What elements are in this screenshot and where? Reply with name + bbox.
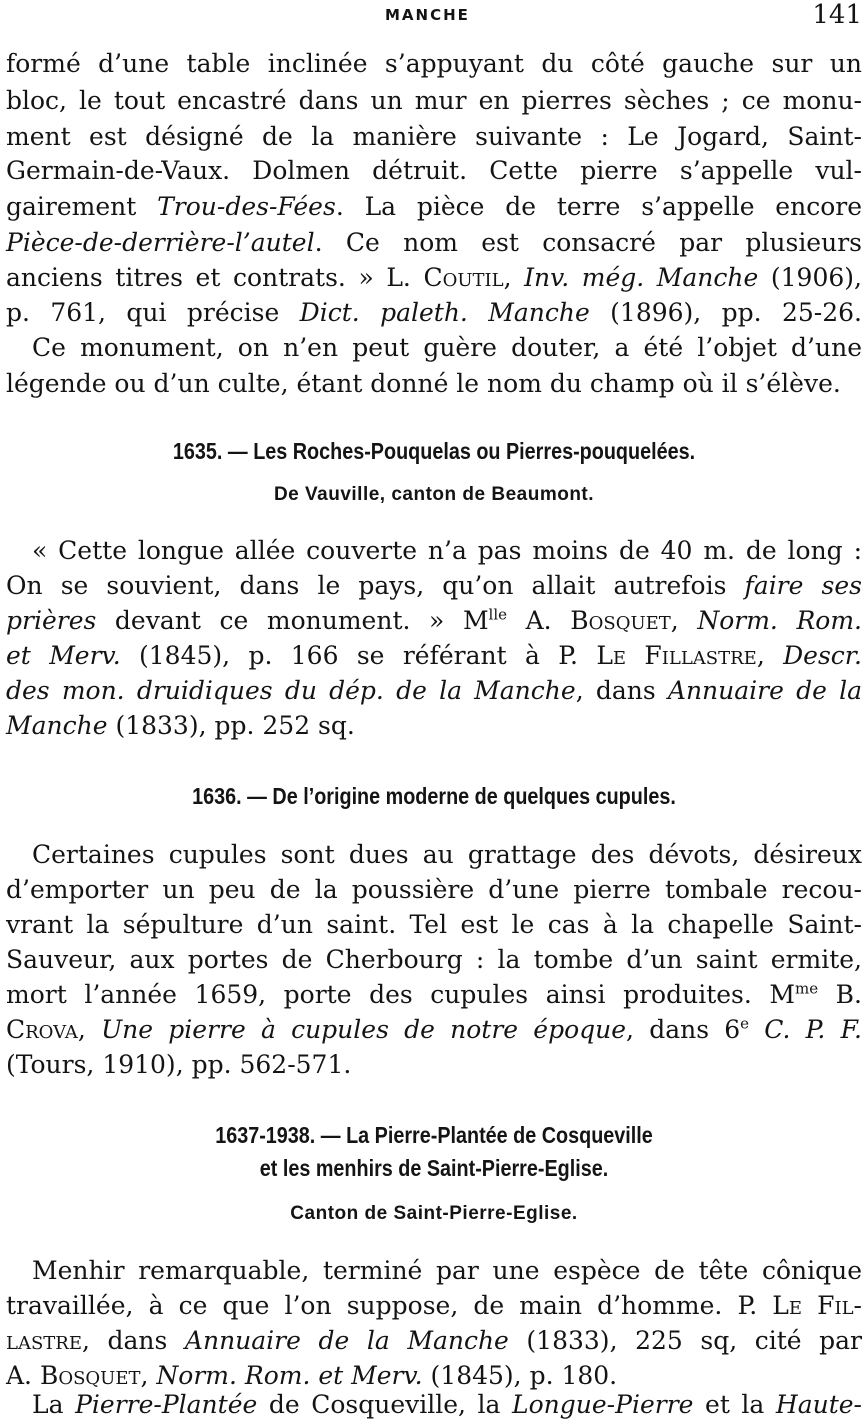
text-line: (Tours, 1910), pp. 562-571. — [6, 1050, 352, 1079]
text-line: formé d’une table inclinée s’appuyant du côté gauche sur un — [6, 49, 862, 78]
text-line: légende ou d’un culte, étant donné le nom du champ où il s’élève. — [6, 369, 841, 398]
section-heading-1637: 1637-1938. — La Pierre-Plantée de Cosqueville — [215, 1122, 653, 1148]
text-line: et Merv. (1845), p. 166 se référant à P. Le Fillastre, Descr. — [6, 641, 862, 670]
text-line: Crova, Une pierre à cupules de notre époque, dans 6e C. P. F. — [6, 1014, 862, 1044]
text-line: Germain-de-Vaux. Dolmen détruit. Cette pierre s’appelle vul- — [6, 156, 862, 185]
text-line: lastre, dans Annuaire de la Manche (1833), 225 sq, cité par — [6, 1326, 862, 1355]
text-line: Menhir remarquable, terminé par une espèce de tête cônique — [32, 1256, 862, 1285]
text-line: On se souvient, dans le pays, qu’on allait autrefois faire ses — [6, 571, 862, 600]
text-line: Certaines cupules sont dues au grattage des dévots, désireux — [32, 840, 862, 869]
text-line: prières devant ce monument. » $M^{lle}$ A. Bosquet, Norm. Rom. — [6, 605, 862, 635]
text-line: d’emporter un peu de la poussière d’une pierre tombale recou- — [6, 875, 862, 904]
text-line: bloc, le tout encastré dans un mur en pierres sèches ; ce monu- — [6, 86, 862, 115]
text-line: travaillée, à ce que l’on suppose, de main d’homme. P. Le Fil- — [6, 1291, 862, 1320]
text-line: La Pierre-Plantée de Cosqueville, la Longue-Pierre et la Haute- — [32, 1390, 863, 1419]
text-line: anciens titres et contrats. » L. Coutil, Inv. még. Manche (1906), — [6, 263, 862, 292]
running-head-title: MANCHE — [385, 6, 470, 24]
text-line: Ce monument, on n’en peut guère douter, a été l’objet d’une — [32, 333, 862, 362]
section-heading-1635: 1635. — Les Roches-Pouquelas ou Pierres-pouquelées. — [172, 438, 696, 464]
text-line: p. 761, qui précise Dict. paleth. Manche (1896), pp. 25-26. — [6, 298, 863, 327]
text-line: des mon. druidiques du dép. de la Manche, dans Annuaire de la — [6, 676, 862, 705]
text-line: ment est désigné de la manière suivante : Le Jogard, Saint- — [6, 122, 862, 151]
running-head — [0, 2, 868, 30]
text-line: vrant la sépulture d’un saint. Tel est le cas à la chapelle Saint- — [6, 910, 862, 939]
text-line: gairement Trou-des-Fées. La pièce de terre s’appelle encore — [6, 192, 862, 221]
section-heading-1636: 1636. — De l’origine moderne de quelques cupules. — [192, 783, 676, 809]
section-subheading-1637: Canton de Saint-Pierre-Eglise. — [290, 1203, 578, 1224]
page-number: 141 — [812, 0, 862, 30]
section-subheading-1635: De Vauville, canton de Beaumont. — [273, 484, 595, 505]
text-line: « Cette longue allée couverte n’a pas moins de 40 m. de long : — [32, 536, 862, 565]
text-line: Sauveur, aux portes de Cherbourg : la tombe d’un saint ermite, — [6, 945, 862, 974]
text-line: mort l’année 1659, porte des cupules ainsi produites. $M^{me}$ B. — [6, 979, 862, 1009]
section-heading-1637-line2: et les menhirs de Saint-Pierre-Eglise. — [259, 1155, 609, 1181]
text-line: Pièce-de-derrière-l’autel. Ce nom est consacré par plusieurs — [6, 228, 862, 257]
text-line: Manche (1833), pp. 252 sq. — [6, 711, 355, 740]
text-line: A. Bosquet, Norm. Rom. et Merv. (1845), p. 180. — [6, 1361, 618, 1390]
